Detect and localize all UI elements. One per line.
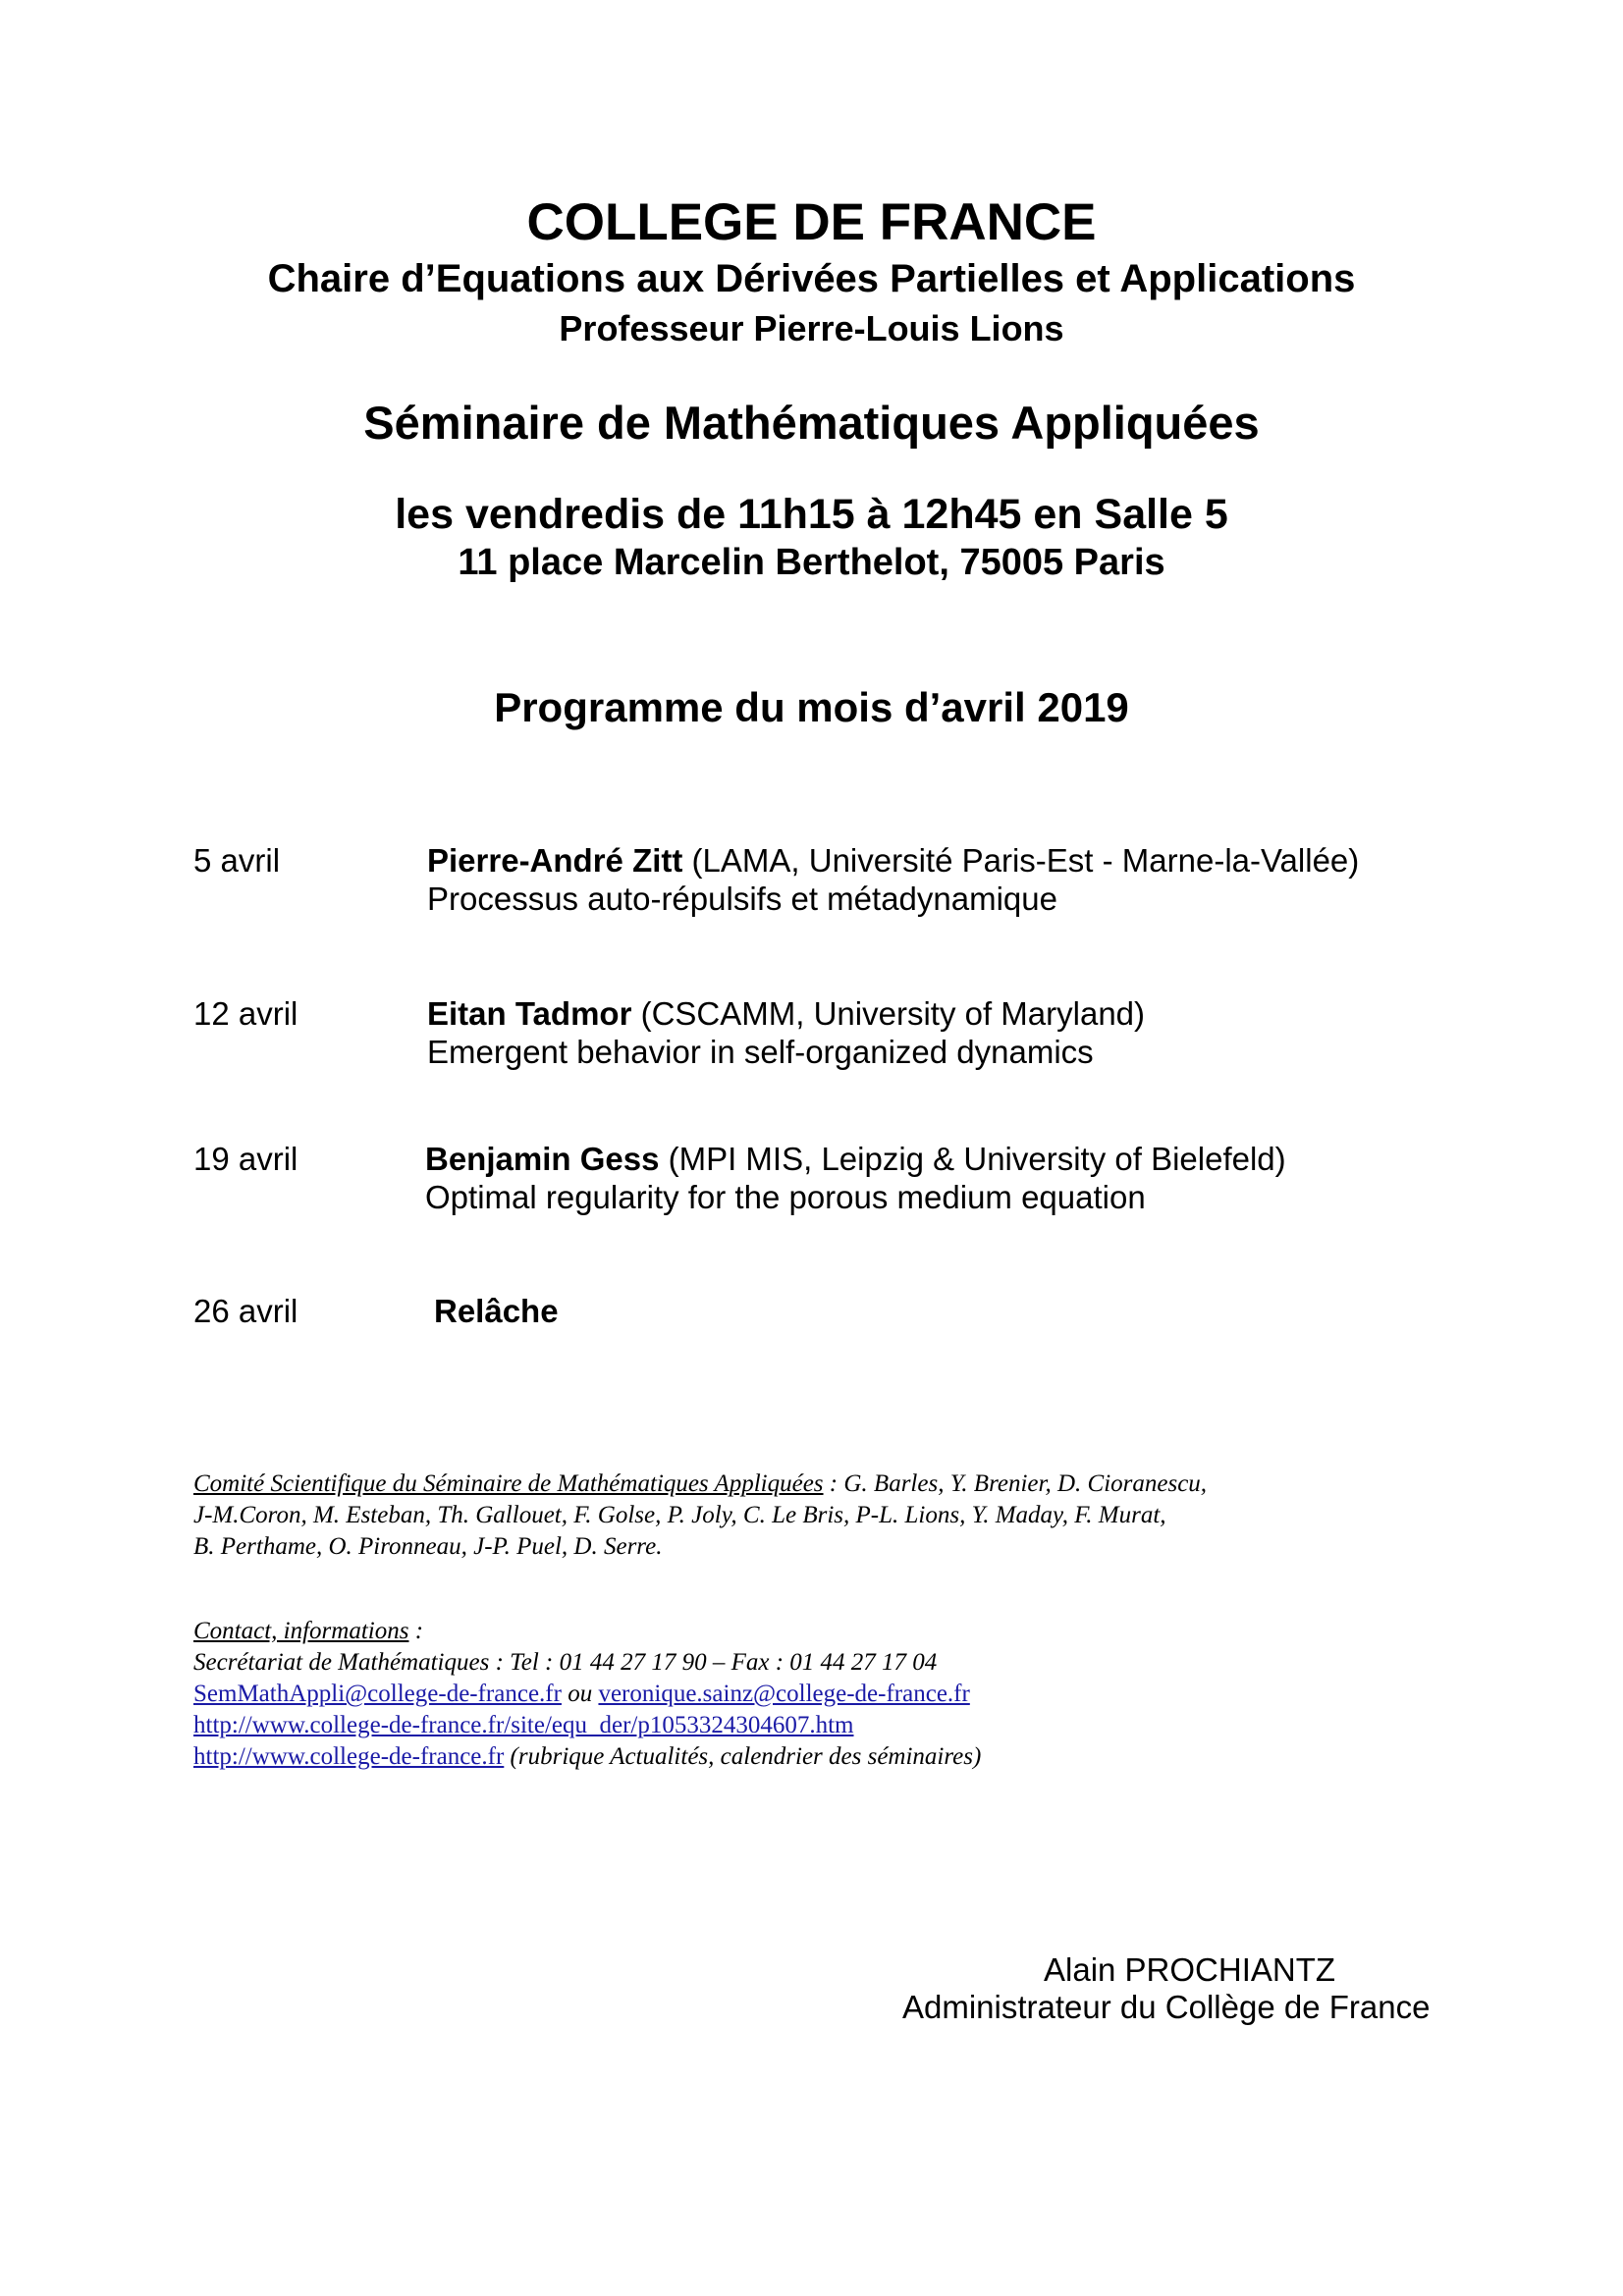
chair-title: Chaire d’Equations aux Dérivées Partielles et Applications <box>267 257 1356 300</box>
committee-line-1 <box>193 1468 1207 1500</box>
session-date: 12 avril <box>193 995 298 1032</box>
session-affiliation: (MPI MIS, Leipzig & University of Bielefeld) <box>659 1141 1286 1177</box>
session-date: 19 avril <box>193 1141 298 1177</box>
session-speaker: Benjamin Gess <box>425 1141 660 1177</box>
seminar-address: 11 place Marcelin Berthelot, 75005 Paris <box>458 542 1165 583</box>
session-talk-title: Optimal regularity for the porous medium equation <box>425 1179 1146 1215</box>
email-line <box>193 1679 970 1710</box>
email-link-semmathappli[interactable]: SemMathAppli@college-de-france.fr <box>193 1681 562 1707</box>
contact-label: Contact, informations <box>193 1618 409 1644</box>
contact-heading: Contact, informations : <box>193 1618 424 1644</box>
website-note: (rubrique Actualités, calendrier des séminaires) <box>504 1743 982 1770</box>
session-talk-title: Processus auto-répulsifs et métadynamique <box>427 881 1057 917</box>
email-or-text: ou <box>561 1681 599 1707</box>
committee-label: Comité Scientifique du Séminaire de Mathématiques Appliquées <box>193 1470 824 1497</box>
url-line-2 <box>193 1741 981 1773</box>
signature-role: Administrateur du Collège de France <box>902 1989 1431 2025</box>
program-title: Programme du mois d’avril 2019 <box>494 684 1129 730</box>
committee-line-3: B. Perthame, O. Pironneau, J-P. Puel, D. Serre. <box>193 1533 663 1560</box>
session-affiliation: (LAMA, Université Paris-Est - Marne-la-Vallée) <box>682 842 1360 879</box>
session-speaker: Pierre-André Zitt <box>427 842 683 879</box>
committee-line-2: J-M.Coron, M. Esteban, Th. Gallouet, F. Golse, P. Joly, C. Le Bris, P-L. Lions, Y. Maday, F. Murat, <box>193 1502 1166 1528</box>
session-speaker-line <box>425 1140 1286 1179</box>
session-speaker: Eitan Tadmor <box>427 995 632 1032</box>
professor-name: Professeur Pierre-Louis Lions <box>559 308 1064 348</box>
url-line-1 <box>193 1710 854 1741</box>
seminar-title: Séminaire de Mathématiques Appliquées <box>363 397 1260 449</box>
session-date: 26 avril <box>193 1293 298 1329</box>
seminar-schedule: les vendredis de 11h15 à 12h45 en Salle 5 <box>395 491 1228 538</box>
secretariat-line: Secrétariat de Mathématiques : Tel : 01 44 27 17 90 – Fax : 01 44 27 17 04 <box>193 1649 938 1676</box>
session-speaker-line <box>427 841 1359 881</box>
committee-members: : G. Barles, Y. Brenier, D. Cioranescu, <box>823 1470 1208 1497</box>
website-link-seminar-page[interactable]: http://www.college-de-france.fr/site/equ_der/p1053324304607.htm <box>193 1712 854 1738</box>
session-date: 5 avril <box>193 842 281 879</box>
website-link-college[interactable]: http://www.college-de-france.fr <box>193 1743 505 1770</box>
session-speaker-line <box>427 994 1145 1034</box>
session-talk-title: Emergent behavior in self-organized dynamics <box>427 1034 1094 1070</box>
signature-name: Alain PROCHIANTZ <box>1044 1951 1336 1988</box>
session-speaker: Relâche <box>434 1293 559 1329</box>
session-affiliation: (CSCAMM, University of Maryland) <box>631 995 1146 1032</box>
email-link-sainz[interactable]: veronique.sainz@college-de-france.fr <box>598 1681 970 1707</box>
institution-title: COLLEGE DE FRANCE <box>526 193 1097 251</box>
